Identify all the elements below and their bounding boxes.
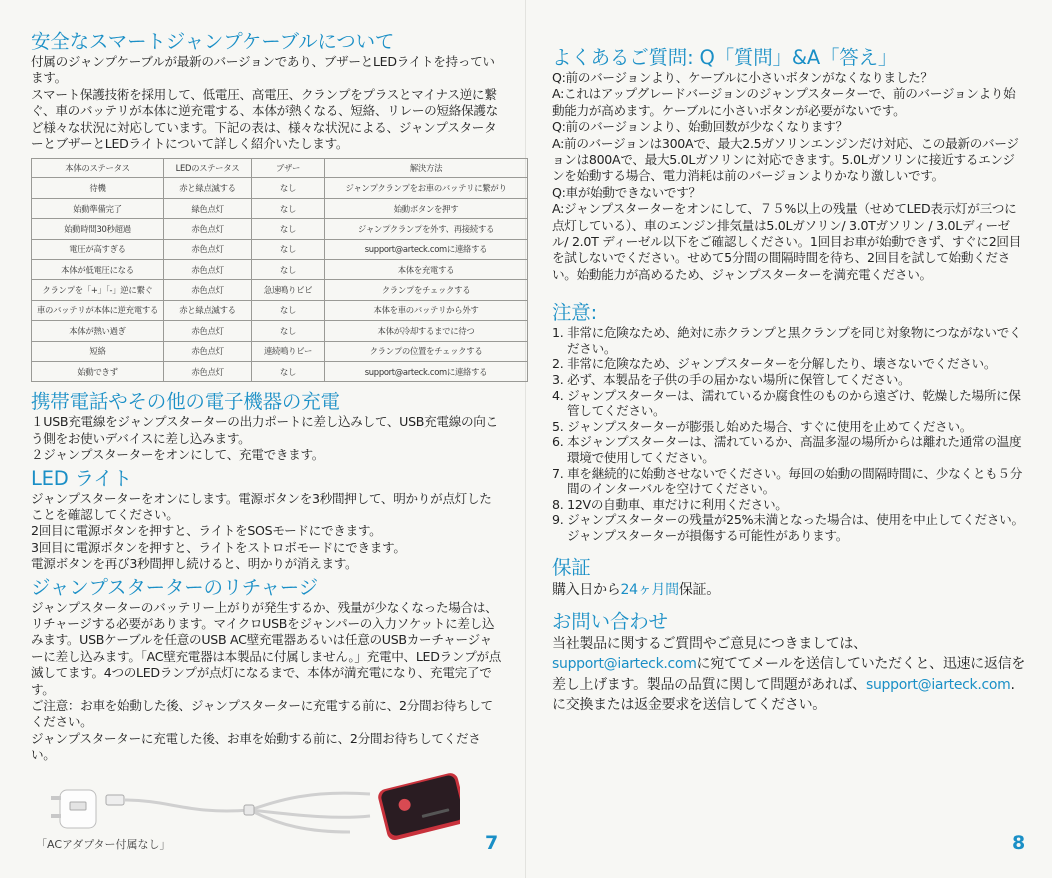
warranty-period: 24ヶ月間: [620, 581, 679, 598]
table-cell: 赤色点灯: [164, 361, 252, 381]
table-row: [32, 361, 528, 381]
ac-adapter-icon: [51, 790, 96, 828]
table-cell: 待機: [32, 178, 164, 198]
page-number: 8: [1012, 832, 1026, 854]
faq-line: Q:前のバージョンより、始動回数が少なくなります？: [552, 119, 848, 135]
support-email-link-2[interactable]: support@iarteck.com: [865, 676, 1011, 693]
table-cell: クランプを「+」「-」逆に繋ぐ: [32, 280, 164, 300]
caution-item: 6. 本ジャンプスターターは、濡れているか、高温多湿の場所からは離れた通常の温度環境で使用してください。: [552, 434, 1022, 466]
table-row: [32, 239, 528, 259]
usb-cable-icon: [106, 795, 250, 811]
caution-item: 4. ジャンプスターターは、濡れているか腐食性のものから遠ざけ、乾燥した場所に保管してください。: [552, 387, 1021, 419]
paragraph: 2回目に電源ボタンを押すと、ライトをSOSモードにできます。: [31, 523, 382, 539]
section-title-recharge: ジャンプスターターのリチャージ: [31, 575, 318, 599]
table-cell: なし: [252, 178, 325, 198]
contact-line3: .に交換または返金要求を送信してください。: [552, 676, 1015, 714]
table-cell: 連続鳴りビー: [252, 341, 325, 361]
faq-line: A:ジャンプスターターをオンにして、７５%以上の残量（せめてLED表示灯が三つに点灯している）、車のエンジン排気量は5.0Lガソリン/ 3.0Tガソリン / 3.0Lディーゼル/ 2.0T ディーゼル以下をご確認しください。1回目お車が始動できず、すぐに2回目を試しないでください。せめて5分間の間隔時間を待ち、2回目を試して始動ください。始動能力が高めるため、ジャンプスターターを満充電ください。: [552, 201, 1022, 282]
table-cell: なし: [252, 361, 325, 381]
table-cell: なし: [252, 198, 325, 218]
paragraph: ご注意：お車を始動した後、ジャンプスターターに充電する前に、2分間お待ちしてください。: [31, 698, 493, 730]
table-cell: 本体が熱い過ぎ: [32, 321, 164, 341]
table-cell: なし: [252, 300, 325, 320]
faq-line: A:前のバージョンは300Aで、最大2.5ガソリンエンジンだけ対応、この最新のバージョンは800Aで、最大5.0Lガソリンに対応できます。5.0Lガソリンに接近するエンジンを始動する場合、電力消耗は前のバージョンよりかなり激しいです。: [552, 135, 1019, 184]
table-cell: 車のバッテリが本体に逆充電する: [32, 300, 164, 320]
table-cell: 赤色点灯: [164, 280, 252, 300]
table-cell: なし: [252, 260, 325, 280]
warranty-after: 保証。: [678, 581, 720, 598]
paragraph: ジャンプスターターに充電した後、お車を始動する前に、2分間お待ちしてください。: [31, 730, 481, 763]
table-cell: 本体を充電する: [325, 260, 528, 280]
table-row: [32, 300, 528, 320]
caution-item: 8. 12Vの自動車、車だけに利用ください。: [552, 496, 788, 512]
paragraph: ジャンプスターターをオンにします。電源ボタンを3秒間押して、明かりが点灯したことを確認してください。: [31, 490, 492, 522]
jump-starter-device-icon: [377, 771, 460, 840]
section-title-smart-cable: 安全なスマートジャンプケーブルについて: [31, 30, 395, 53]
caution-item: 2. 非常に危険なため、ジャンプスターターを分解したり、壊さないでください。: [552, 356, 997, 372]
paragraph: １USB充電線をジャンプスターターの出力ポートに差し込みして、USB充電線の向こう側をお使いデバイスに差し込みます。: [31, 414, 498, 446]
illustration-caption: 「ACアダプター付属なし」: [36, 838, 171, 851]
faq-list: [552, 70, 1026, 283]
table-cell: クランプの位置をチェックする: [325, 341, 528, 361]
table-cell: 始動時間30秒超過: [32, 219, 164, 239]
table-row: [32, 280, 528, 300]
table-row: [32, 321, 528, 341]
table-cell: なし: [252, 219, 325, 239]
table-cell: 電圧が高すぎる: [32, 239, 164, 259]
table-cell: support@arteck.comに連絡する: [325, 361, 528, 381]
splitter-cable-icon: [244, 793, 370, 832]
page-right: [526, 0, 1052, 878]
table-row: [32, 178, 528, 198]
table-cell: 赤色点灯: [164, 341, 252, 361]
table-cell: ジャンプクランプを外す、再接続する: [325, 219, 528, 239]
caution-item: 7. 車を継続的に始動させないでください。毎回の始動の間隔時間に、少なくとも５分間のインターバルを空けてください。: [552, 465, 1022, 497]
table-cell: 赤と緑点滅する: [164, 300, 252, 320]
table-cell: 本体を車のバッテリから外す: [325, 300, 528, 320]
table-header: 解決方法: [325, 159, 528, 178]
section-title-caution: 注意:: [552, 301, 597, 325]
table-cell: クランプをチェックする: [325, 280, 528, 300]
paragraph: 付属のジャンプケーブルが最新のバージョンであり、ブザーとLEDライトを持っています。: [31, 54, 495, 86]
contact-line1: 当社製品に関するご質問やご意見につきましては、: [552, 635, 867, 652]
caution-list: [552, 325, 1026, 543]
table-cell: 本体が冷却するまでに待つ: [325, 321, 528, 341]
table-header: 本体のステータス: [32, 159, 164, 178]
table-cell: 始動ボタンを押す: [325, 198, 528, 218]
section-title-charging: 携帯電話やその他の電子機器の充電: [31, 390, 340, 414]
paragraph: スマート保護技術を採用して、低電圧、高電圧、クランプをプラスとマイナス逆に繋ぐ、車のバッテリが本体に逆充電する、本体が熱くなる、短絡、リレーの短絡保護など様々な状況に対応しています。下記の表は、様々な状況による、ジャンプスターターとブザーとLEDライトについて詳しく紹介いたします。: [31, 86, 498, 152]
table-cell: 赤と緑点滅する: [164, 178, 252, 198]
table-cell: 赤色点灯: [164, 219, 252, 239]
caution-item: 1. 非常に危険なため、絶対に赤クランプと黒クランプを同じ対象物につながないでください。: [552, 325, 1022, 356]
contact-text: [552, 634, 1026, 716]
paragraph: 電源ボタンを再び3秒間押し続けると、明かりが消えます。: [31, 556, 358, 572]
table-row: [32, 219, 528, 239]
faq-line: Q:車が始動できないです？: [552, 184, 701, 200]
caution-item: 3. 必ず、本製品を子供の手の届かない場所に保管してください。: [552, 372, 911, 388]
faq-line: Q:前のバージョンより、ケーブルに小さいボタンがなくなりました？: [552, 70, 933, 85]
table-row: [32, 341, 528, 361]
section-title-contact: お問い合わせ: [552, 609, 668, 633]
paragraph: ２ジャンプスターターをオンにして、充電できます。: [31, 447, 325, 463]
section-title-faq: よくあるご質問: Q「質問」&A「答え」: [552, 46, 898, 69]
table-cell: support@arteck.comに連絡する: [325, 239, 528, 259]
section-title-led-light: LED ライト: [31, 466, 132, 490]
table-cell: 本体が低電圧になる: [32, 260, 164, 280]
paragraph: 3回目に電源ボタンを押すと、ライトをストロボモードにできます。: [31, 539, 406, 555]
support-email-link[interactable]: support@iarteck.com: [552, 656, 697, 673]
contact-line2: に宛ててメールを送信していただくと、迅速に返信を差し上げます。製品の品質に関して問題があれば、: [552, 656, 1026, 693]
table-cell: 始動できず: [32, 361, 164, 381]
table-cell: 赤色点灯: [164, 321, 252, 341]
status-table: [31, 158, 528, 382]
table-cell: 緑色点灯: [164, 198, 252, 218]
table-cell: なし: [252, 239, 325, 259]
table-cell: 赤色点灯: [164, 260, 252, 280]
table-header: LEDのステータス: [164, 159, 252, 178]
warranty-before: 購入日から: [552, 581, 621, 598]
paragraph: ジャンプスターターのバッテリー上がりが発生するか、残量が少なくなった場合は、リチャージする必要があります。マイクロUSBをジャンパーの入力ソケットに差し込みます。USBケーブルを任意のUSB AC壁充電器あるいは任意のUSBカーチャージャーに差し込みます。「AC壁充電器は本製品に付属しません。」充電中、LEDランプが点滅してます。4つのLEDランプが点灯になるまで、本体が満充電になり、充電完了です。: [31, 599, 502, 697]
table-cell: 急速鳴りビビ: [252, 280, 325, 300]
accessories-illustration: [40, 770, 460, 840]
table-row: [32, 260, 528, 280]
table-cell: 始動準備完了: [32, 198, 164, 218]
table-cell: 赤色点灯: [164, 239, 252, 259]
warranty-text: [552, 580, 1026, 600]
section-title-warranty: 保証: [552, 555, 591, 579]
table-header: ブザー: [252, 159, 325, 178]
faq-line: A:これはアップグレードバージョンのジャンプスターターで、前のバージョンより始動能力が高めます。ケーブルに小さいボタンが必要がないです。: [552, 86, 1016, 118]
table-cell: 短絡: [32, 341, 164, 361]
table-cell: ジャンプクランプをお車のバッテリに繋がり: [325, 178, 528, 198]
caution-item: 5. ジャンプスターターが膨張し始めた場合、すぐに使用を止めてください。: [552, 418, 973, 434]
table-cell: なし: [252, 321, 325, 341]
page-number: 7: [485, 832, 499, 854]
caution-item: 9. ジャンプスターターの残量が25%未満となった場合は、使用を中止してください。ジャンプスターターが損傷する可能性があります。: [552, 512, 1024, 543]
table-row: [32, 198, 528, 218]
table-header-row: [32, 159, 528, 178]
